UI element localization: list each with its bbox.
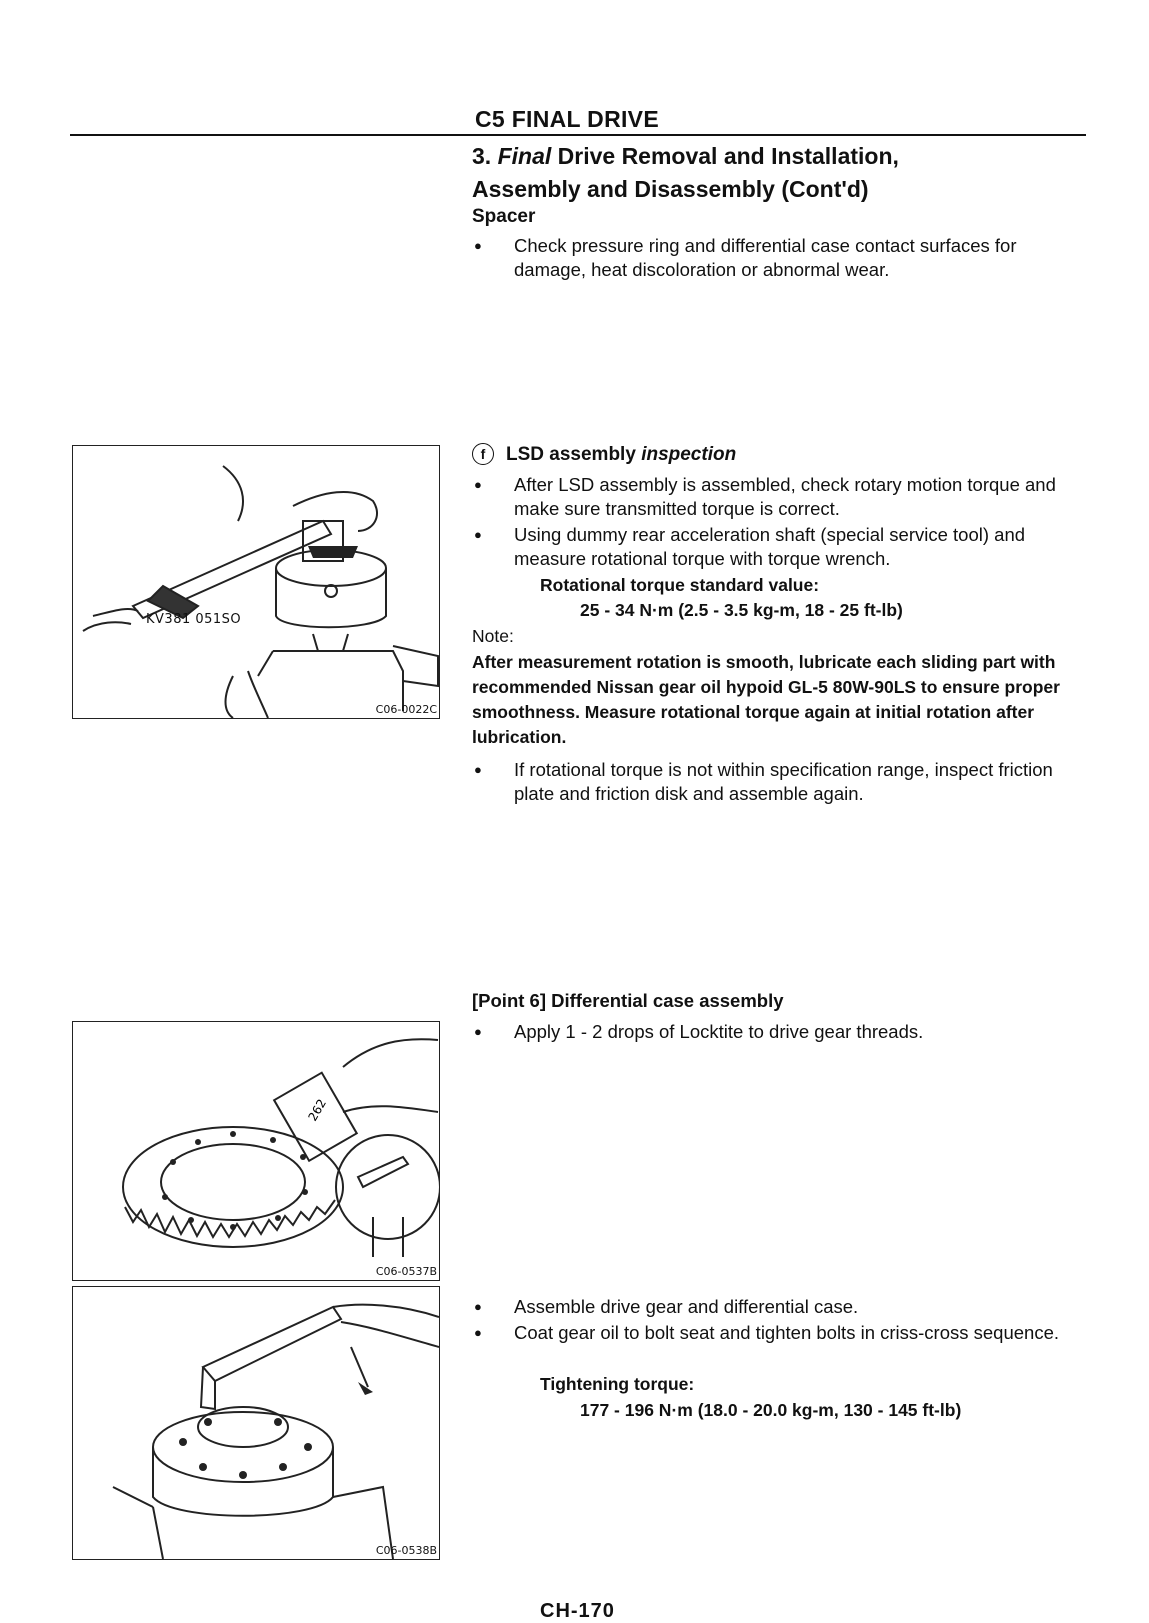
differential-case-illustration bbox=[73, 1287, 439, 1559]
spacer-bullets bbox=[472, 234, 1088, 284]
list-item: ● Check pressure ring and differential case contact surfaces for damage, heat discoloration or abnormal wear. bbox=[472, 234, 1088, 282]
figure-locktite bbox=[72, 1021, 440, 1281]
tightening-torque-label: Tightening torque: bbox=[540, 1374, 695, 1394]
list-item: ● Assemble drive gear and differential case. bbox=[472, 1295, 1088, 1319]
tool-number-label: KV381 051SO bbox=[146, 612, 242, 627]
figure-code: C06-0538B bbox=[375, 1544, 437, 1557]
point6-bullets bbox=[472, 1020, 1088, 1046]
page-number: CH-170 bbox=[540, 1600, 615, 1622]
tightening-torque-value: 177 - 196 N·m (18.0 - 20.0 kg-m, 130 - 145 ft-lb) bbox=[580, 1400, 962, 1420]
list-item: ● After LSD assembly is assembled, check rotary motion torque and make sure transmitted torque is correct. bbox=[472, 473, 1088, 521]
rotational-torque-value: 25 - 34 N·m (2.5 - 3.5 kg-m, 18 - 25 ft-lb) bbox=[580, 600, 903, 620]
heading-line-1: 3. Final Drive Removal and Installation, bbox=[472, 143, 899, 169]
assemble-bullets bbox=[472, 1295, 1088, 1347]
header-rule bbox=[70, 134, 1086, 136]
list-item: ● If rotational torque is not within specification range, inspect friction plate and friction disk and assemble again. bbox=[472, 758, 1088, 806]
list-item: ● Using dummy rear acceleration shaft (special service tool) and measure rotational torque with torque wrench. bbox=[472, 523, 1088, 571]
torque-wrench-illustration bbox=[73, 446, 439, 718]
heading-line-2: Assembly and Disassembly (Cont'd) bbox=[472, 176, 869, 202]
figure-code: C06-0022C bbox=[375, 703, 437, 716]
page-heading bbox=[472, 140, 899, 206]
rotational-torque-label: Rotational torque standard value: bbox=[540, 575, 820, 595]
section-title: C5 FINAL DRIVE bbox=[475, 106, 659, 132]
figure-code: C06-0537B bbox=[375, 1265, 437, 1278]
bottle-label: 262 bbox=[305, 1096, 330, 1124]
list-item: ● Coat gear oil to bolt seat and tighten bolts in criss-cross sequence. bbox=[472, 1321, 1088, 1345]
note-body: After measurement rotation is smooth, lubricate each sliding part with recommended Nissan gear oil hypoid GL-5 80W-90LS to ensure proper smoothness. Measure rotational torque again at initial rotation after lubrication. bbox=[472, 652, 1060, 747]
figure-tighten-bolts bbox=[72, 1286, 440, 1560]
lsd-bullets bbox=[472, 473, 1088, 573]
lsd-bullets-after bbox=[472, 758, 1088, 808]
drive-gear-illustration bbox=[73, 1022, 439, 1280]
lsd-title: f LSD assembly inspection bbox=[472, 443, 736, 466]
spacer-title: Spacer bbox=[472, 206, 536, 227]
list-item: ● Apply 1 - 2 drops of Locktite to drive gear threads. bbox=[472, 1020, 1088, 1044]
note-label: Note: bbox=[472, 626, 514, 646]
point6-title: [Point 6] Differential case assembly bbox=[472, 990, 784, 1011]
circled-marker-icon: f bbox=[472, 443, 494, 465]
figure-lsd-torque bbox=[72, 445, 440, 719]
